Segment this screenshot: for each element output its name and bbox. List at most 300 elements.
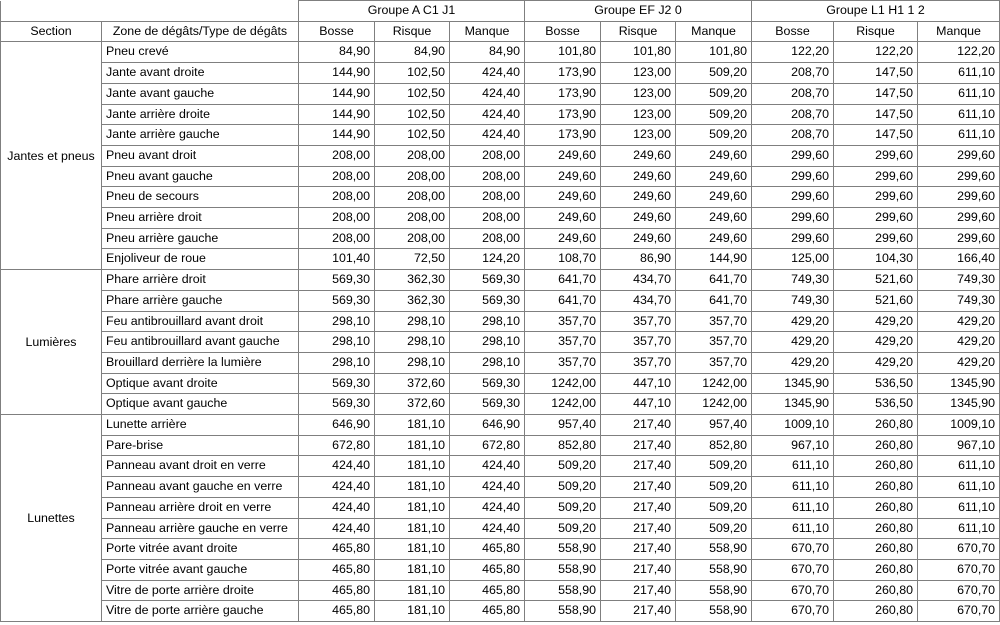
price-cell: 249,60: [601, 145, 676, 166]
price-cell: 260,80: [834, 559, 918, 580]
price-cell: 102,50: [375, 125, 450, 146]
zone-cell: Pneu arrière gauche: [102, 228, 299, 249]
price-cell: 208,00: [299, 187, 375, 208]
price-cell: 217,40: [601, 539, 676, 560]
price-cell: 509,20: [676, 83, 752, 104]
price-cell: 569,30: [299, 290, 375, 311]
table-row: [1, 270, 1000, 291]
price-cell: 249,60: [525, 208, 601, 229]
table-row: [1, 290, 1000, 311]
price-cell: 424,40: [450, 456, 525, 477]
price-cell: 123,00: [601, 63, 676, 84]
price-cell: 122,20: [834, 42, 918, 63]
price-cell: 424,40: [299, 497, 375, 518]
price-cell: 357,70: [676, 311, 752, 332]
price-cell: 509,20: [676, 518, 752, 539]
price-cell: 299,60: [918, 187, 1000, 208]
group-header-ef: Groupe EF J2 0: [525, 1, 752, 22]
price-cell: 1242,00: [676, 394, 752, 415]
zone-cell: Porte vitrée avant gauche: [102, 559, 299, 580]
price-cell: 249,60: [525, 166, 601, 187]
price-cell: 217,40: [601, 435, 676, 456]
col-header-risque: Risque: [375, 21, 450, 42]
zone-cell: Jante arrière gauche: [102, 125, 299, 146]
zone-cell: Panneau arrière droit en verre: [102, 497, 299, 518]
price-cell: 509,20: [525, 477, 601, 498]
price-cell: 208,00: [375, 228, 450, 249]
price-cell: 424,40: [450, 125, 525, 146]
price-cell: 181,10: [375, 518, 450, 539]
price-cell: 424,40: [450, 497, 525, 518]
price-cell: 249,60: [601, 228, 676, 249]
price-cell: 611,10: [752, 518, 834, 539]
price-cell: 181,10: [375, 456, 450, 477]
price-cell: 957,40: [525, 415, 601, 436]
price-cell: 670,70: [918, 559, 1000, 580]
price-cell: 1345,90: [918, 394, 1000, 415]
price-cell: 144,90: [299, 83, 375, 104]
table-row: [1, 373, 1000, 394]
price-cell: 147,50: [834, 125, 918, 146]
price-cell: 672,80: [450, 435, 525, 456]
price-cell: 429,20: [918, 311, 1000, 332]
price-cell: 429,20: [834, 311, 918, 332]
price-cell: 173,90: [525, 83, 601, 104]
zone-cell: Pneu de secours: [102, 187, 299, 208]
price-cell: 298,10: [375, 352, 450, 373]
price-cell: 147,50: [834, 83, 918, 104]
price-cell: 429,20: [918, 352, 1000, 373]
price-cell: 208,00: [450, 208, 525, 229]
price-cell: 260,80: [834, 456, 918, 477]
col-header-manque: Manque: [918, 21, 1000, 42]
zone-cell: Jante avant gauche: [102, 83, 299, 104]
price-cell: 181,10: [375, 539, 450, 560]
section-label: Lumières: [25, 335, 77, 350]
price-cell: 208,70: [752, 125, 834, 146]
price-cell: 166,40: [918, 249, 1000, 270]
price-cell: 249,60: [525, 187, 601, 208]
col-header-risque: Risque: [834, 21, 918, 42]
price-cell: 509,20: [525, 518, 601, 539]
price-cell: 249,60: [525, 228, 601, 249]
group-header-l1: Groupe L1 H1 1 2: [752, 1, 1000, 22]
price-cell: 260,80: [834, 539, 918, 560]
price-cell: 569,30: [299, 270, 375, 291]
table-row: [1, 311, 1000, 332]
col-header-risque: Risque: [601, 21, 676, 42]
zone-cell: Vitre de porte arrière gauche: [102, 601, 299, 622]
price-cell: 429,20: [752, 352, 834, 373]
price-cell: 144,90: [676, 249, 752, 270]
price-cell: 509,20: [676, 104, 752, 125]
price-cell: 611,10: [918, 518, 1000, 539]
table-row: [1, 497, 1000, 518]
table-row: [1, 83, 1000, 104]
price-cell: 260,80: [834, 497, 918, 518]
header-blank-cell: [1, 1, 299, 22]
price-cell: 670,70: [918, 601, 1000, 622]
price-cell: 249,60: [601, 187, 676, 208]
price-cell: 208,00: [450, 145, 525, 166]
price-cell: 521,60: [834, 290, 918, 311]
price-cell: 852,80: [676, 435, 752, 456]
section-cell: [1, 42, 102, 270]
price-cell: 569,30: [299, 394, 375, 415]
price-cell: 670,70: [752, 559, 834, 580]
price-cell: 104,30: [834, 249, 918, 270]
table-row: [1, 208, 1000, 229]
zone-cell: Lunette arrière: [102, 415, 299, 436]
price-cell: 641,70: [676, 290, 752, 311]
price-cell: 208,00: [299, 228, 375, 249]
price-cell: 509,20: [525, 497, 601, 518]
price-cell: 173,90: [525, 104, 601, 125]
price-cell: 1242,00: [676, 373, 752, 394]
col-header-bosse: Bosse: [525, 21, 601, 42]
price-cell: 298,10: [450, 311, 525, 332]
price-cell: 357,70: [525, 352, 601, 373]
price-cell: 298,10: [299, 332, 375, 353]
price-cell: 249,60: [676, 208, 752, 229]
price-cell: 569,30: [450, 290, 525, 311]
zone-cell: Optique avant gauche: [102, 394, 299, 415]
price-cell: 611,10: [918, 83, 1000, 104]
price-cell: 208,00: [450, 228, 525, 249]
price-cell: 569,30: [450, 373, 525, 394]
zone-cell: Pare-brise: [102, 435, 299, 456]
price-cell: 147,50: [834, 63, 918, 84]
price-cell: 181,10: [375, 559, 450, 580]
price-cell: 611,10: [752, 456, 834, 477]
price-cell: 670,70: [752, 539, 834, 560]
price-cell: 299,60: [752, 187, 834, 208]
price-cell: 611,10: [918, 456, 1000, 477]
price-cell: 249,60: [676, 228, 752, 249]
price-cell: 299,60: [918, 145, 1000, 166]
col-header-manque: Manque: [676, 21, 752, 42]
price-cell: 558,90: [525, 580, 601, 601]
price-cell: 357,70: [525, 311, 601, 332]
price-cell: 749,30: [752, 270, 834, 291]
price-cell: 181,10: [375, 435, 450, 456]
table-row: [1, 352, 1000, 373]
price-cell: 144,90: [299, 125, 375, 146]
table-row: [1, 601, 1000, 622]
zone-cell: Phare arrière gauche: [102, 290, 299, 311]
zone-cell: Panneau arrière gauche en verre: [102, 518, 299, 539]
price-cell: 362,30: [375, 270, 450, 291]
price-cell: 208,00: [450, 187, 525, 208]
price-cell: 208,00: [299, 166, 375, 187]
price-cell: 641,70: [525, 270, 601, 291]
table-row: [1, 580, 1000, 601]
price-cell: 465,80: [299, 601, 375, 622]
price-cell: 298,10: [299, 352, 375, 373]
price-cell: 1345,90: [918, 373, 1000, 394]
price-cell: 123,00: [601, 104, 676, 125]
price-cell: 465,80: [299, 580, 375, 601]
price-cell: 536,50: [834, 373, 918, 394]
price-cell: 569,30: [299, 373, 375, 394]
price-cell: 670,70: [918, 580, 1000, 601]
table-row: [1, 145, 1000, 166]
price-cell: 670,70: [752, 601, 834, 622]
price-cell: 299,60: [918, 166, 1000, 187]
price-cell: 125,00: [752, 249, 834, 270]
price-cell: 217,40: [601, 518, 676, 539]
price-cell: 447,10: [601, 394, 676, 415]
price-cell: 249,60: [676, 166, 752, 187]
price-cell: 558,90: [525, 559, 601, 580]
price-cell: 465,80: [450, 539, 525, 560]
price-cell: 465,80: [450, 601, 525, 622]
price-cell: 122,20: [752, 42, 834, 63]
price-cell: 101,80: [525, 42, 601, 63]
price-cell: 465,80: [450, 559, 525, 580]
table-row: [1, 539, 1000, 560]
price-cell: 208,00: [375, 208, 450, 229]
price-cell: 429,20: [752, 332, 834, 353]
price-cell: 429,20: [834, 332, 918, 353]
price-cell: 217,40: [601, 580, 676, 601]
price-cell: 101,40: [299, 249, 375, 270]
section-label: Lunettes: [27, 511, 75, 526]
price-cell: 260,80: [834, 415, 918, 436]
price-cell: 670,70: [918, 539, 1000, 560]
price-cell: 447,10: [601, 373, 676, 394]
price-cell: 357,70: [676, 332, 752, 353]
price-cell: 611,10: [918, 497, 1000, 518]
price-cell: 208,00: [299, 145, 375, 166]
price-cell: 536,50: [834, 394, 918, 415]
price-cell: 249,60: [676, 145, 752, 166]
price-cell: 260,80: [834, 477, 918, 498]
price-cell: 357,70: [601, 311, 676, 332]
price-cell: 298,10: [450, 352, 525, 373]
price-cell: 181,10: [375, 601, 450, 622]
price-cell: 84,90: [375, 42, 450, 63]
price-cell: 299,60: [752, 145, 834, 166]
price-cell: 670,70: [752, 580, 834, 601]
price-cell: 299,60: [918, 208, 1000, 229]
price-cell: 465,80: [299, 539, 375, 560]
price-cell: 641,70: [676, 270, 752, 291]
table-row: [1, 435, 1000, 456]
price-cell: 357,70: [525, 332, 601, 353]
table-row: [1, 187, 1000, 208]
price-cell: 173,90: [525, 125, 601, 146]
price-cell: 147,50: [834, 104, 918, 125]
price-cell: 249,60: [525, 145, 601, 166]
price-cell: 101,80: [601, 42, 676, 63]
price-cell: 299,60: [834, 187, 918, 208]
price-cell: 101,80: [676, 42, 752, 63]
price-cell: 102,50: [375, 83, 450, 104]
price-cell: 429,20: [752, 311, 834, 332]
price-cell: 260,80: [834, 518, 918, 539]
table-row: [1, 249, 1000, 270]
price-cell: 298,10: [299, 311, 375, 332]
price-cell: 611,10: [752, 497, 834, 518]
price-cell: 641,70: [525, 290, 601, 311]
price-cell: 181,10: [375, 415, 450, 436]
price-cell: 1242,00: [525, 394, 601, 415]
price-cell: 957,40: [676, 415, 752, 436]
price-cell: 429,20: [834, 352, 918, 373]
price-cell: 181,10: [375, 477, 450, 498]
table-row: [1, 166, 1000, 187]
price-cell: 260,80: [834, 435, 918, 456]
table-row: [1, 415, 1000, 436]
price-cell: 967,10: [752, 435, 834, 456]
section-cell: [1, 270, 102, 415]
price-cell: 299,60: [752, 208, 834, 229]
price-cell: 424,40: [450, 477, 525, 498]
zone-cell: Enjoliveur de roue: [102, 249, 299, 270]
table-row: [1, 477, 1000, 498]
group-header-row: [1, 1, 1000, 22]
price-cell: 424,40: [299, 456, 375, 477]
price-cell: 646,90: [299, 415, 375, 436]
price-cell: 173,90: [525, 63, 601, 84]
section-cell: [1, 415, 102, 622]
price-cell: 558,90: [525, 601, 601, 622]
price-cell: 208,00: [450, 166, 525, 187]
group-header-a: Groupe A C1 J1: [299, 1, 525, 22]
price-cell: 124,20: [450, 249, 525, 270]
price-cell: 509,20: [525, 456, 601, 477]
price-cell: 611,10: [918, 477, 1000, 498]
price-cell: 434,70: [601, 270, 676, 291]
price-cell: 108,70: [525, 249, 601, 270]
price-cell: 967,10: [918, 435, 1000, 456]
price-cell: 208,70: [752, 63, 834, 84]
price-cell: 123,00: [601, 125, 676, 146]
zone-cell: Jante arrière droite: [102, 104, 299, 125]
price-cell: 558,90: [525, 539, 601, 560]
zone-cell: Pneu crevé: [102, 42, 299, 63]
price-cell: 509,20: [676, 125, 752, 146]
price-cell: 298,10: [450, 332, 525, 353]
price-cell: 84,90: [299, 42, 375, 63]
price-cell: 558,90: [676, 539, 752, 560]
price-cell: 509,20: [676, 63, 752, 84]
price-cell: 611,10: [918, 63, 1000, 84]
zone-cell: Pneu avant droit: [102, 145, 299, 166]
price-cell: 611,10: [752, 477, 834, 498]
price-cell: 260,80: [834, 601, 918, 622]
price-cell: 749,30: [918, 270, 1000, 291]
table-row: [1, 456, 1000, 477]
table-row: [1, 559, 1000, 580]
price-cell: 1009,10: [752, 415, 834, 436]
price-cell: 208,70: [752, 83, 834, 104]
price-cell: 102,50: [375, 104, 450, 125]
zone-cell: Phare arrière droit: [102, 270, 299, 291]
price-cell: 509,20: [676, 477, 752, 498]
price-cell: 144,90: [299, 104, 375, 125]
price-cell: 424,40: [450, 104, 525, 125]
col-header-bosse: Bosse: [299, 21, 375, 42]
price-cell: 521,60: [834, 270, 918, 291]
table-row: [1, 332, 1000, 353]
zone-cell: Vitre de porte arrière droite: [102, 580, 299, 601]
price-cell: 357,70: [601, 352, 676, 373]
price-cell: 249,60: [601, 166, 676, 187]
zone-cell: Feu antibrouillard avant gauche: [102, 332, 299, 353]
column-header-row: [1, 21, 1000, 42]
price-cell: 509,20: [676, 456, 752, 477]
price-cell: 84,90: [450, 42, 525, 63]
price-cell: 362,30: [375, 290, 450, 311]
price-cell: 181,10: [375, 497, 450, 518]
zone-cell: Jante avant droite: [102, 63, 299, 84]
price-cell: 558,90: [676, 559, 752, 580]
price-cell: 852,80: [525, 435, 601, 456]
price-cell: 217,40: [601, 456, 676, 477]
price-cell: 260,80: [834, 580, 918, 601]
price-cell: 217,40: [601, 477, 676, 498]
price-cell: 372,60: [375, 394, 450, 415]
price-cell: 357,70: [676, 352, 752, 373]
price-cell: 465,80: [450, 580, 525, 601]
price-cell: 299,60: [752, 166, 834, 187]
price-cell: 122,20: [918, 42, 1000, 63]
price-cell: 123,00: [601, 83, 676, 104]
price-cell: 208,00: [375, 166, 450, 187]
table-row: [1, 104, 1000, 125]
price-cell: 558,90: [676, 601, 752, 622]
section-label: Jantes et pneus: [7, 148, 95, 163]
table-row: [1, 42, 1000, 63]
zone-cell: Panneau avant droit en verre: [102, 456, 299, 477]
price-cell: 299,60: [834, 208, 918, 229]
price-cell: 569,30: [450, 394, 525, 415]
price-cell: 424,40: [299, 477, 375, 498]
price-cell: 749,30: [918, 290, 1000, 311]
price-cell: 299,60: [834, 145, 918, 166]
price-cell: 1242,00: [525, 373, 601, 394]
price-cell: 424,40: [450, 518, 525, 539]
price-cell: 217,40: [601, 601, 676, 622]
price-cell: 509,20: [676, 497, 752, 518]
zone-cell: Feu antibrouillard avant droit: [102, 311, 299, 332]
price-cell: 298,10: [375, 332, 450, 353]
price-cell: 208,70: [752, 104, 834, 125]
price-cell: 749,30: [752, 290, 834, 311]
price-cell: 569,30: [450, 270, 525, 291]
price-cell: 424,40: [450, 83, 525, 104]
price-cell: 1009,10: [918, 415, 1000, 436]
price-cell: 611,10: [918, 125, 1000, 146]
price-cell: 1345,90: [752, 394, 834, 415]
price-cell: 217,40: [601, 559, 676, 580]
zone-cell: Optique avant droite: [102, 373, 299, 394]
price-cell: 298,10: [375, 311, 450, 332]
table-header: [1, 1, 1000, 42]
price-cell: 424,40: [299, 518, 375, 539]
price-cell: 299,60: [834, 228, 918, 249]
price-cell: 372,60: [375, 373, 450, 394]
table-body: [1, 42, 1000, 622]
zone-column-header: Zone de dégâts/Type de dégâts: [102, 21, 299, 42]
zone-cell: Panneau avant gauche en verre: [102, 477, 299, 498]
table-row: [1, 518, 1000, 539]
price-cell: 102,50: [375, 63, 450, 84]
col-header-manque: Manque: [450, 21, 525, 42]
price-cell: 429,20: [918, 332, 1000, 353]
